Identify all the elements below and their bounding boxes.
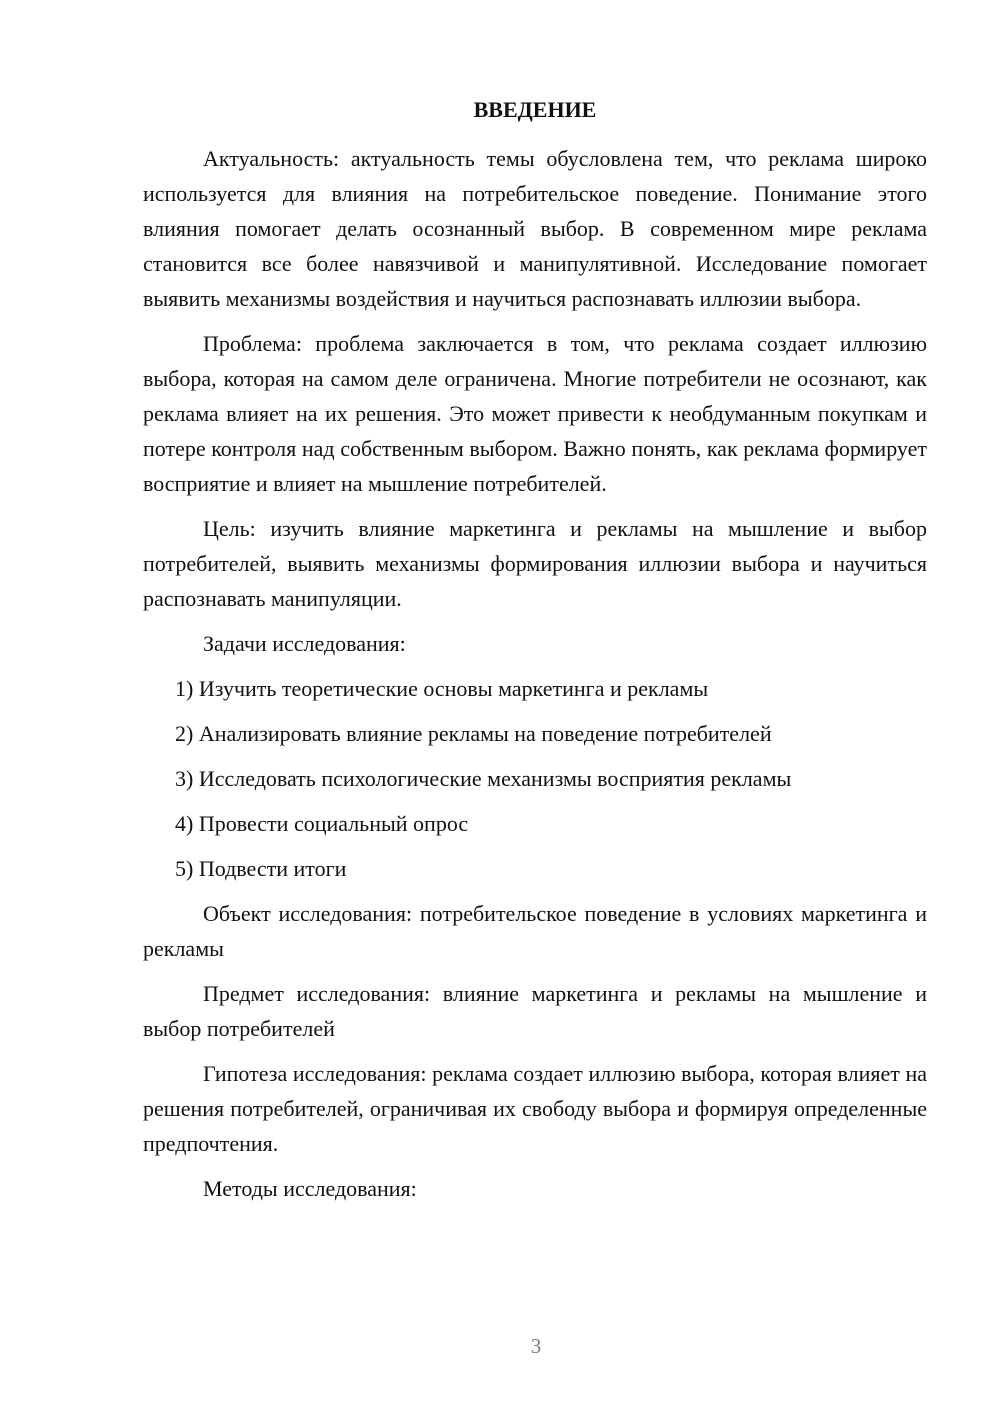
tasks-list xyxy=(143,671,927,886)
page-content xyxy=(143,95,927,1216)
paragraph-object: Объект исследования: потребительское поведение в условиях маркетинга и рекламы xyxy=(143,901,927,961)
list-item: 5) Подвести итоги xyxy=(175,856,347,881)
paragraph-hypothesis: Гипотеза исследования: реклама создает иллюзию выбора, которая влияет на решения потребителей, ограничивая их свободу выбора и формируя определенные предпочтения. xyxy=(143,1061,927,1156)
page-number: 3 xyxy=(530,1334,542,1358)
tasks-heading: Задачи исследования: xyxy=(203,631,406,656)
list-item: 4) Провести социальный опрос xyxy=(175,811,469,836)
methods-heading: Методы исследования: xyxy=(203,1176,417,1201)
list-item: 3) Исследовать психологические механизмы восприятия рекламы xyxy=(175,766,792,791)
list-item: 2) Анализировать влияние рекламы на поведение потребителей xyxy=(175,721,772,746)
paragraph-goal: Цель: изучить влияние маркетинга и рекламы на мышление и выбор потребителей, выявить механизмы формирования иллюзии выбора и научиться распознавать манипуляции. xyxy=(143,516,927,611)
section-title: ВВЕДЕНИЕ xyxy=(473,97,597,122)
list-item: 1) Изучить теоретические основы маркетинга и рекламы xyxy=(175,676,709,701)
paragraph-subject: Предмет исследования: влияние маркетинга и рекламы на мышление и выбор потребителей xyxy=(143,981,927,1041)
paragraph-relevance: Актуальность: актуальность темы обусловлена тем, что реклама широко используется для влияния на потребительское поведение. Понимание этого влияния помогает делать осознанный выбор. В современном мире реклама становится все более навязчивой и манипулятивной. Исследование помогает выявить механизмы воздействия и научиться распознавать иллюзии выбора. xyxy=(143,146,927,311)
paragraph-problem: Проблема: проблема заключается в том, что реклама создает иллюзию выбора, которая на самом деле ограничена. Многие потребители не осознают, как реклама влияет на их решения. Это может привести к необдуманным покупкам и потере контроля над собственным выбором. Важно понять, как реклама формирует восприятие и влияет на мышление потребителей. xyxy=(143,331,927,496)
